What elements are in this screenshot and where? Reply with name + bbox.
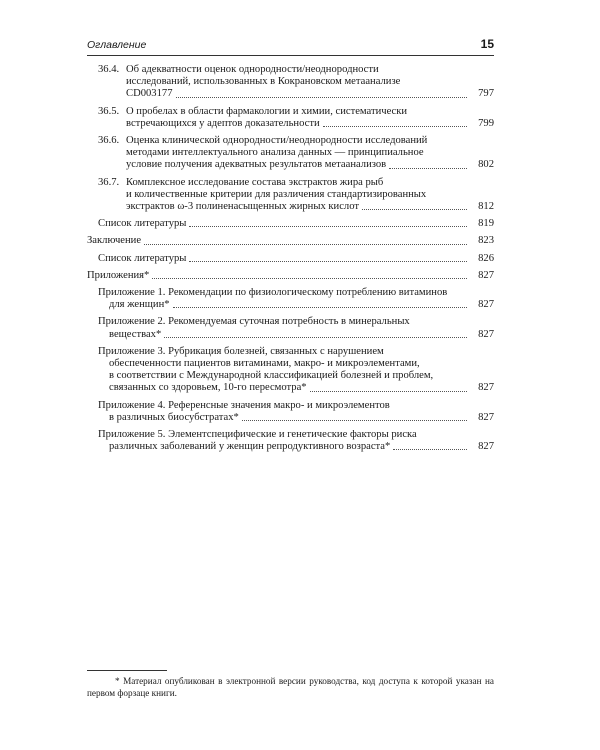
toc-page-number: 802 (478, 159, 494, 171)
toc-entry-line: исследований, использованных в Кокрановском метаанализе (126, 76, 401, 88)
toc-entry-conclusion[interactable] (87, 235, 494, 247)
toc-entry-line: Список литературы (98, 252, 187, 264)
toc-entry-appendix-4[interactable] (98, 400, 494, 424)
toc-entry-line: экстрактов ω-3 полиненасыщенных жирных кислот (126, 201, 359, 213)
footnote-divider (87, 670, 167, 671)
toc-entry-36-4[interactable] (98, 64, 494, 101)
toc-entry-line: и количественные критерии для различения стандартизированных (126, 188, 427, 200)
toc-page-number: 827 (478, 299, 494, 311)
toc-entry-line: для женщин* (109, 299, 170, 311)
toc-page-number: 827 (478, 382, 494, 394)
leader-dots (242, 420, 467, 421)
toc-page-number: 799 (478, 117, 494, 129)
toc-page-number: 827 (478, 411, 494, 423)
toc-page-number: 797 (478, 88, 494, 100)
toc-entry-line: методами интеллектуального анализа данных — принципиальное (126, 147, 424, 159)
toc-entry-appendix-5[interactable] (98, 429, 494, 453)
toc-entry-line: Приложение 3. Рубрикация болезней, связанных с нарушением (98, 345, 384, 357)
header-title: Оглавление (87, 39, 147, 51)
toc-entry-line: веществах* (109, 328, 162, 340)
toc-entry-36-5[interactable] (98, 106, 494, 130)
toc-page-number: 819 (478, 218, 494, 230)
leader-dots (189, 226, 467, 227)
leader-dots (310, 391, 467, 392)
toc-entry-line: встречающихся у адептов доказательности (126, 117, 320, 129)
leader-dots (189, 261, 467, 262)
toc-entry-appendices[interactable] (87, 270, 494, 282)
toc-entry-number: 36.5. (98, 105, 120, 117)
toc-entry-line: Приложение 5. Элементспецифические и генетические факторы риска (98, 429, 417, 441)
toc-entry-line: Приложение 2. Рекомендуемая суточная потребность в минеральных (98, 316, 410, 328)
toc-entry-line: Комплексное исследование состава экстрактов жира рыб (126, 176, 384, 188)
toc-page-number: 827 (478, 328, 494, 340)
toc-entry-36-7[interactable] (98, 177, 494, 214)
toc-entry-line: различных заболеваний у женщин репродуктивного возраста* (109, 441, 391, 453)
toc-entry-number: 36.6. (98, 135, 120, 147)
toc-entry-line: Об адекватности оценок однородности/неоднородности (126, 64, 379, 75)
leader-dots (389, 168, 467, 169)
leader-dots (164, 337, 467, 338)
toc-entry-number: 36.7. (98, 176, 120, 188)
toc-entry-line: в различных биосубстратах* (109, 411, 239, 423)
toc-page-number: 812 (478, 201, 494, 213)
toc-entry-line: условие получения адекватных результатов метаанализов (126, 159, 387, 171)
leader-dots (393, 449, 467, 450)
page-number: 15 (480, 37, 494, 51)
toc-entry-36-6[interactable] (98, 135, 494, 172)
toc-page-number: 826 (478, 252, 494, 264)
toc-entry-line: связанных со здоровьем, 10-го пересмотра* (109, 382, 307, 394)
leader-dots (362, 209, 467, 210)
toc-entry-appendix-3[interactable] (98, 346, 494, 395)
table-of-contents (87, 64, 494, 458)
toc-entry-appendix-1[interactable] (98, 287, 494, 311)
toc-entry-references-ch36[interactable] (98, 218, 494, 230)
toc-entry-line: обеспеченности пациентов витаминами, макро- и микроэлементами, (109, 358, 420, 370)
leader-dots (152, 278, 467, 279)
toc-entry-line: Приложение 4. Референсные значения макро- и микроэлементов (98, 399, 390, 411)
toc-entry-line: О пробелах в области фармакологии и химии, систематически (126, 105, 408, 117)
toc-entry-line: в соответствии с Международной классификацией болезней и проблем, (109, 370, 434, 382)
toc-entry-line: Список литературы (98, 218, 187, 230)
toc-page-number: 827 (478, 269, 494, 281)
leader-dots (144, 244, 467, 245)
toc-entry-line: Заключение (87, 235, 142, 247)
running-header (87, 37, 494, 56)
toc-entry-number: 36.4. (98, 64, 120, 75)
toc-entry-line: Приложение 1. Рекомендации по физиологическому потреблению витаминов (98, 287, 448, 299)
footnote: * Материал опубликован в электронной версии руководства, код доступа к которой указан на первом форзаце книги. (87, 676, 494, 698)
leader-dots (173, 307, 467, 308)
leader-dots (176, 97, 468, 98)
leader-dots (323, 126, 467, 127)
toc-entry-appendix-2[interactable] (98, 316, 494, 340)
toc-entry-references-conclusion[interactable] (98, 253, 494, 265)
toc-entry-line: CD003177 (126, 88, 173, 100)
toc-entry-line: Оценка клинической однородности/неоднородности исследований (126, 135, 428, 147)
toc-entry-line: Приложения* (87, 269, 150, 281)
toc-page-number: 827 (478, 441, 494, 453)
toc-page-number: 823 (478, 235, 494, 247)
